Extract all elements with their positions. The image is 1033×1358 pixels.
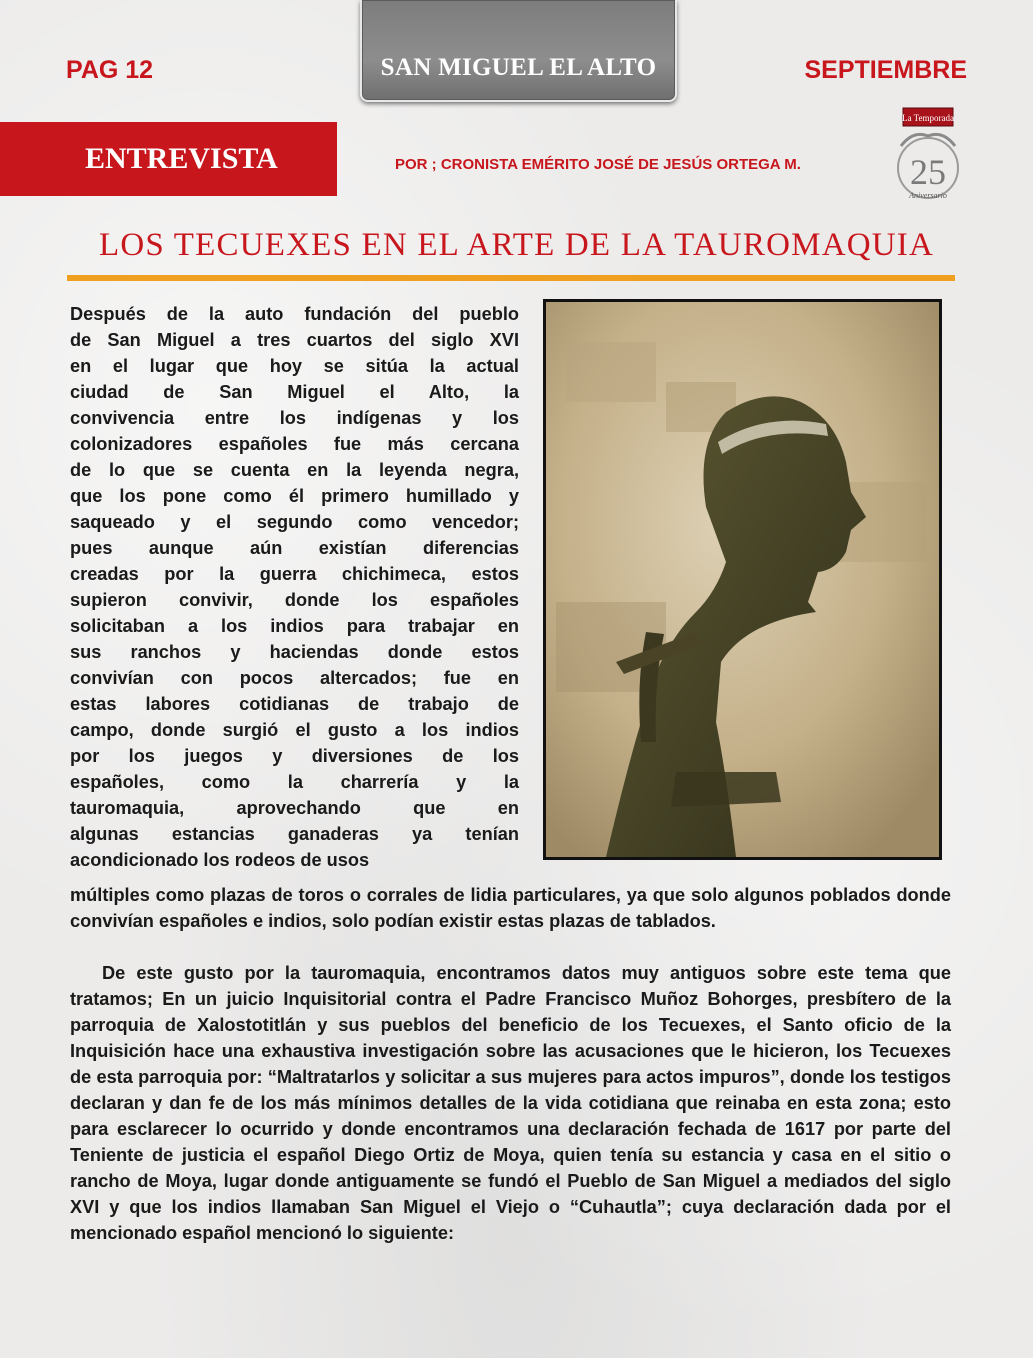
title-rule bbox=[67, 275, 955, 281]
column-line: solicitaban a los indios para trabajar en bbox=[70, 616, 519, 636]
column-line: de San Miguel a tres cuartos del siglo XVI bbox=[70, 330, 519, 350]
byline: POR ; CRONISTA EMÉRITO JOSÉ DE JESÚS ORTEGA M. bbox=[395, 156, 801, 173]
logo-top-text: La Temporada bbox=[902, 113, 954, 123]
column-line: de lo que se cuenta en la leyenda negra, bbox=[70, 460, 519, 480]
column-line: supieron convivir, donde los españoles bbox=[70, 590, 519, 610]
column-line: Después de la auto fundación del pueblo bbox=[70, 304, 519, 324]
column-line: acondicionado los rodeos de usos bbox=[70, 850, 370, 870]
column-line: ciudad de San Miguel el Alto, la bbox=[70, 382, 519, 402]
masthead bbox=[360, 0, 677, 102]
column-line: por los juegos y diversiones de los bbox=[70, 746, 519, 766]
paragraph-2: De este gusto por la tauromaquia, encontramos datos muy antiguos sobre este tema que tratamos; En un juicio Inquisitorial contra el Padre Francisco Muñoz Bohorges, presbítero de la parroquia de Xalostotitlán y sus pueblos del beneficio de los Tecuexes, el Santo oficio de la Inquisición hace una exhaustiva investigación sobre las acusaciones que le hicieron, los Tecuexes de esta parroquia por: “Maltratarlos y solicitar a sus mujeres para actos impuros”, donde los testigos declaran y dan fe de los más mínimos detalles de la vida cotidiana que reinaba en esta zona; esto para esclarecer lo ocurrido y donde encontramos una declaración fechada de 1617 por parte del Teniente de justicia el español Diego Ortiz de Moya, quien tenía su estancia y casa en el sitio o rancho de Moya, lugar donde antiguamente se fundó el Pueblo de San Miguel a mediados del siglo XVI y que los indios llamaban San Miguel el Viejo o “Cuhautla”; cuya declaración dada por el mencionado español mencionó lo siguiente: bbox=[70, 963, 951, 1243]
section-band bbox=[0, 122, 337, 196]
column-line: saqueado y el segundo como vencedor; bbox=[70, 512, 519, 532]
anniversary-logo-icon bbox=[893, 106, 963, 202]
column-line: algunas estancias ganaderas ya tenían bbox=[70, 824, 519, 844]
column-line: convivencia entre los indígenas y los bbox=[70, 408, 519, 428]
logo-number: 25 bbox=[910, 152, 946, 192]
column-line: pues aunque aún existían diferencias bbox=[70, 538, 519, 558]
column-line: campo, donde surgió el gusto a los indios bbox=[70, 720, 519, 740]
column-line: en el lugar que hoy se sitúa la actual bbox=[70, 356, 519, 376]
column-line: colonizadores españoles fue más cercana bbox=[70, 434, 519, 454]
column-line: españoles, como la charrería y la bbox=[70, 772, 519, 792]
month-label: SEPTIEMBRE bbox=[804, 56, 967, 84]
page-number: PAG 12 bbox=[66, 56, 154, 84]
logo bbox=[893, 106, 963, 202]
column-line: convivían con pocos altercados; fue en bbox=[70, 668, 519, 688]
column-line: sus ranchos y haciendas donde estos bbox=[70, 642, 519, 662]
paragraph-1: múltiples como plazas de toros o corrales de lidia particulares, ya que solo algunos poblados donde convivían españoles e indios, solo podían existir estas plazas de tablados. bbox=[70, 885, 951, 931]
section-label: ENTREVISTA bbox=[85, 142, 278, 175]
masthead-title: SAN MIGUEL EL ALTO bbox=[380, 54, 657, 81]
column-line: estas labores cotidianas de trabajo de bbox=[70, 694, 519, 714]
article-title: LOS TECUEXES EN EL ARTE DE LA TAUROMAQUIA bbox=[98, 227, 935, 263]
column-line: que los pone como él primero humillado y bbox=[70, 486, 519, 506]
column-line: creadas por la guerra chichimeca, estos bbox=[70, 564, 519, 584]
logo-bottom-text: Aniversario bbox=[909, 191, 947, 200]
tecuex-man-photo bbox=[546, 302, 939, 857]
article-photo bbox=[543, 299, 942, 860]
column-line: tauromaquia, aprovechando que en bbox=[70, 798, 519, 818]
